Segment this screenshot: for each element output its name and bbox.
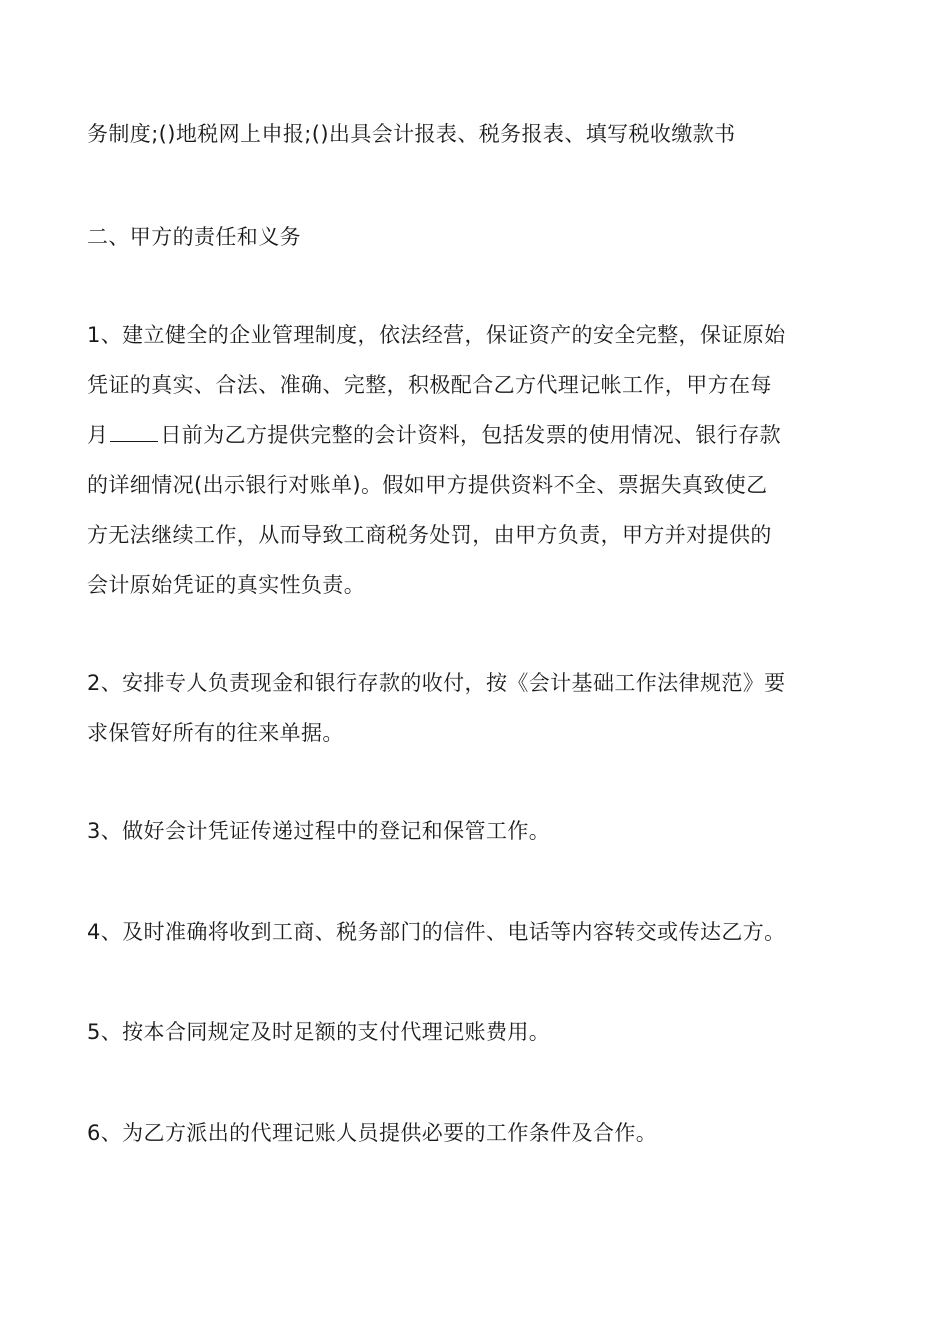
item-1-line-1: 1、建立健全的企业管理制度，依法经营，保证资产的安全完整，保证原始 bbox=[87, 323, 786, 347]
item-1-line-3-start: 月 bbox=[87, 423, 109, 447]
section-heading: 二、甲方的责任和义务 bbox=[87, 225, 301, 249]
item-2-line-1: 2、安排专人负责现金和银行存款的收付，按《会计基础工作法律规范》要 bbox=[87, 671, 786, 695]
item-6-paragraph: 6、为乙方派出的代理记账人员提供必要的工作条件及合作。 bbox=[87, 1121, 658, 1145]
item-1-line-3-end: 日前为乙方提供完整的会计资料，包括发票的使用情况、银行存款 bbox=[160, 423, 782, 447]
item-1-line-4: 的详细情况(出示银行对账单)。假如甲方提供资料不全、票据失真致使乙 bbox=[87, 473, 768, 497]
fill-in-blank bbox=[110, 423, 158, 442]
item-4-paragraph: 4、及时准确将收到工商、税务部门的信件、电话等内容转交或传达乙方。 bbox=[87, 920, 786, 944]
item-1-line-3 bbox=[87, 420, 781, 450]
item-1-line-6: 会计原始凭证的真实性负责。 bbox=[87, 573, 366, 597]
item-1-line-2: 凭证的真实、合法、准确、完整，积极配合乙方代理记帐工作，甲方在每 bbox=[87, 373, 772, 397]
item-5-paragraph: 5、按本合同规定及时足额的支付代理记账费用。 bbox=[87, 1020, 551, 1044]
item-2-line-2: 求保管好所有的往来单据。 bbox=[87, 721, 344, 745]
continued-text-line: 务制度;()地税网上申报;()出具会计报表、税务报表、填写税收缴款书 bbox=[87, 122, 736, 146]
item-3-paragraph: 3、做好会计凭证传递过程中的登记和保管工作。 bbox=[87, 819, 551, 843]
item-1-line-5: 方无法继续工作，从而导致工商税务处罚，由甲方负责，甲方并对提供的 bbox=[87, 523, 772, 547]
